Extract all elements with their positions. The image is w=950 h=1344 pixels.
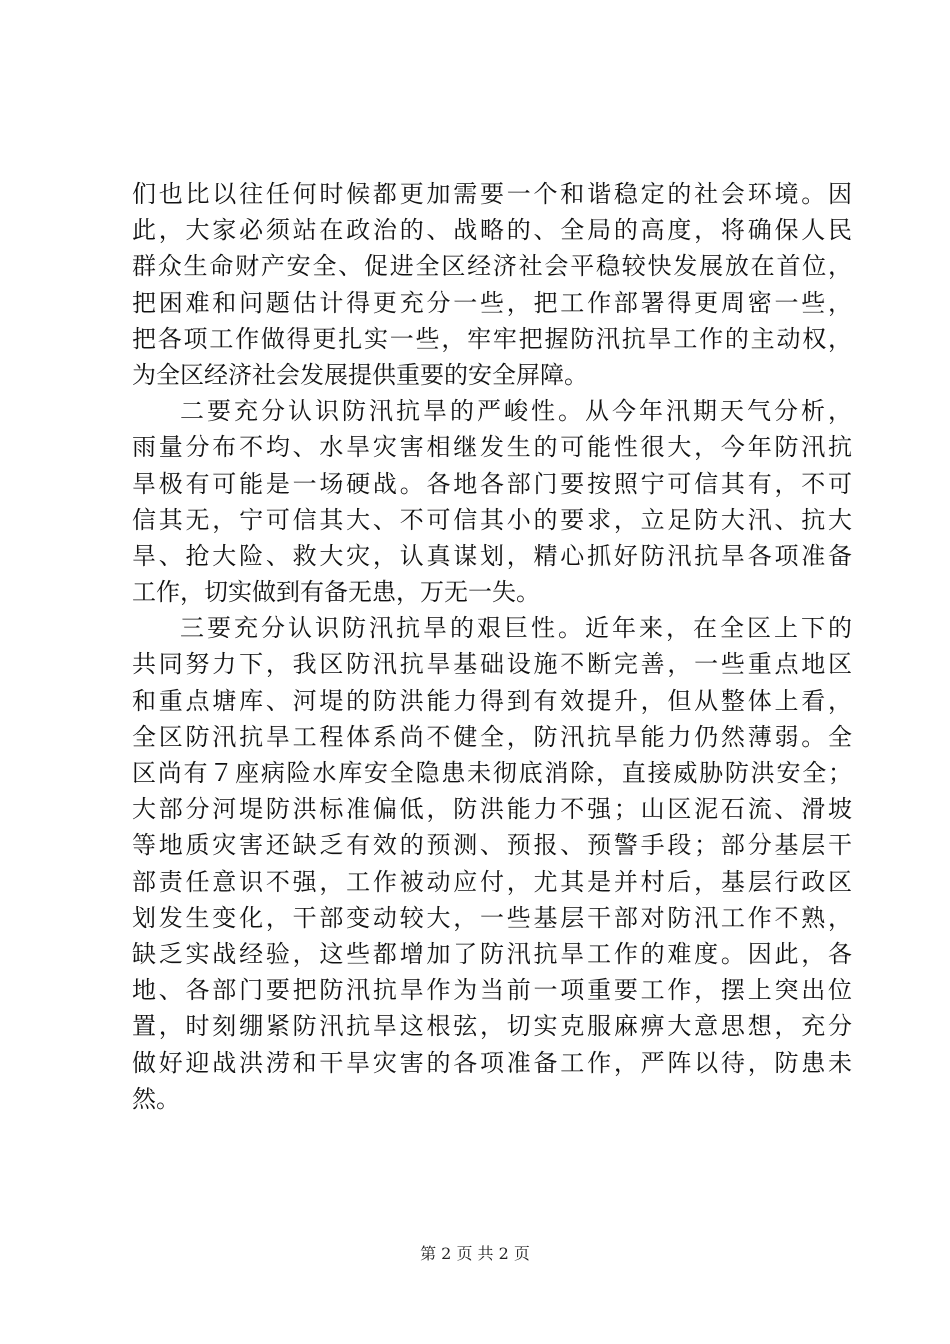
text-line: 大部分河堤防洪标准偏低，防洪能力不强；山区泥石流、滑坡 bbox=[132, 795, 852, 824]
body-text bbox=[132, 176, 852, 1117]
text-line: 区尚有７座病险水库安全隐患未彻底消除，直接威胁防洪安全； bbox=[132, 759, 852, 787]
text-line: 工作，切实做到有备无患，万无一失。 bbox=[132, 578, 540, 607]
text-line: 地、各部门要把防汛抗旱作为当前一项重要工作，摆上突出位 bbox=[132, 976, 852, 1005]
text-line: 共同努力下，我区防汛抗旱基础设施不断完善，一些重点地区 bbox=[132, 650, 852, 679]
text-line: 做好迎战洪涝和干旱灾害的各项准备工作，严阵以待，防患未 bbox=[132, 1048, 852, 1077]
text-line: 部责任意识不强，工作被动应付，尤其是并村后，基层行政区 bbox=[132, 867, 852, 896]
text-line: 旱极有可能是一场硬战。各地各部门要按照宁可信其有，不可 bbox=[132, 469, 852, 498]
text-line: 和重点塘库、河堤的防洪能力得到有效提升，但从整体上看， bbox=[132, 686, 852, 715]
text-line: 然。 bbox=[132, 1084, 180, 1113]
text-line: 把困难和问题估计得更充分一些，把工作部署得更周密一些， bbox=[132, 288, 852, 317]
text-line: 旱、抢大险、救大灾，认真谋划，精心抓好防汛抗旱各项准备 bbox=[132, 541, 852, 570]
text-line: 们也比以往任何时候都更加需要一个和谐稳定的社会环境。因 bbox=[132, 180, 852, 208]
page-footer: 第 2 页 共 2 页 bbox=[420, 1244, 530, 1263]
text-line: 等地质灾害还缺乏有效的预测、预报、预警手段；部分基层干 bbox=[132, 831, 852, 860]
text-line: 置，时刻绷紧防汛抗旱这根弦，切实克服麻痹大意思想，充分 bbox=[132, 1012, 852, 1041]
text-line: 缺乏实战经验，这些都增加了防汛抗旱工作的难度。因此，各 bbox=[132, 939, 852, 968]
paragraph-start-line: 二要充分认识防汛抗旱的严峻性。从今年汛期天气分析， bbox=[180, 397, 852, 426]
text-line: 群众生命财产安全、促进全区经济社会平稳较快发展放在首位， bbox=[132, 252, 852, 281]
text-line: 为全区经济社会发展提供重要的安全屏障。 bbox=[132, 360, 588, 389]
text-line: 此，大家必须站在政治的、战略的、全局的高度，将确保人民 bbox=[132, 216, 852, 245]
text-line: 全区防汛抗旱工程体系尚不健全，防汛抗旱能力仍然薄弱。全 bbox=[132, 722, 852, 751]
text-line: 信其无，宁可信其大、不可信其小的要求，立足防大汛、抗大 bbox=[132, 505, 852, 534]
text-line: 雨量分布不均、水旱灾害相继发生的可能性很大，今年防汛抗 bbox=[132, 433, 852, 462]
text-line: 把各项工作做得更扎实一些，牢牢把握防汛抗旱工作的主动权， bbox=[132, 324, 852, 353]
text-line: 划发生变化，干部变动较大，一些基层干部对防汛工作不熟， bbox=[132, 903, 852, 932]
paragraph-start-line: 三要充分认识防汛抗旱的艰巨性。近年来，在全区上下的 bbox=[180, 614, 852, 643]
